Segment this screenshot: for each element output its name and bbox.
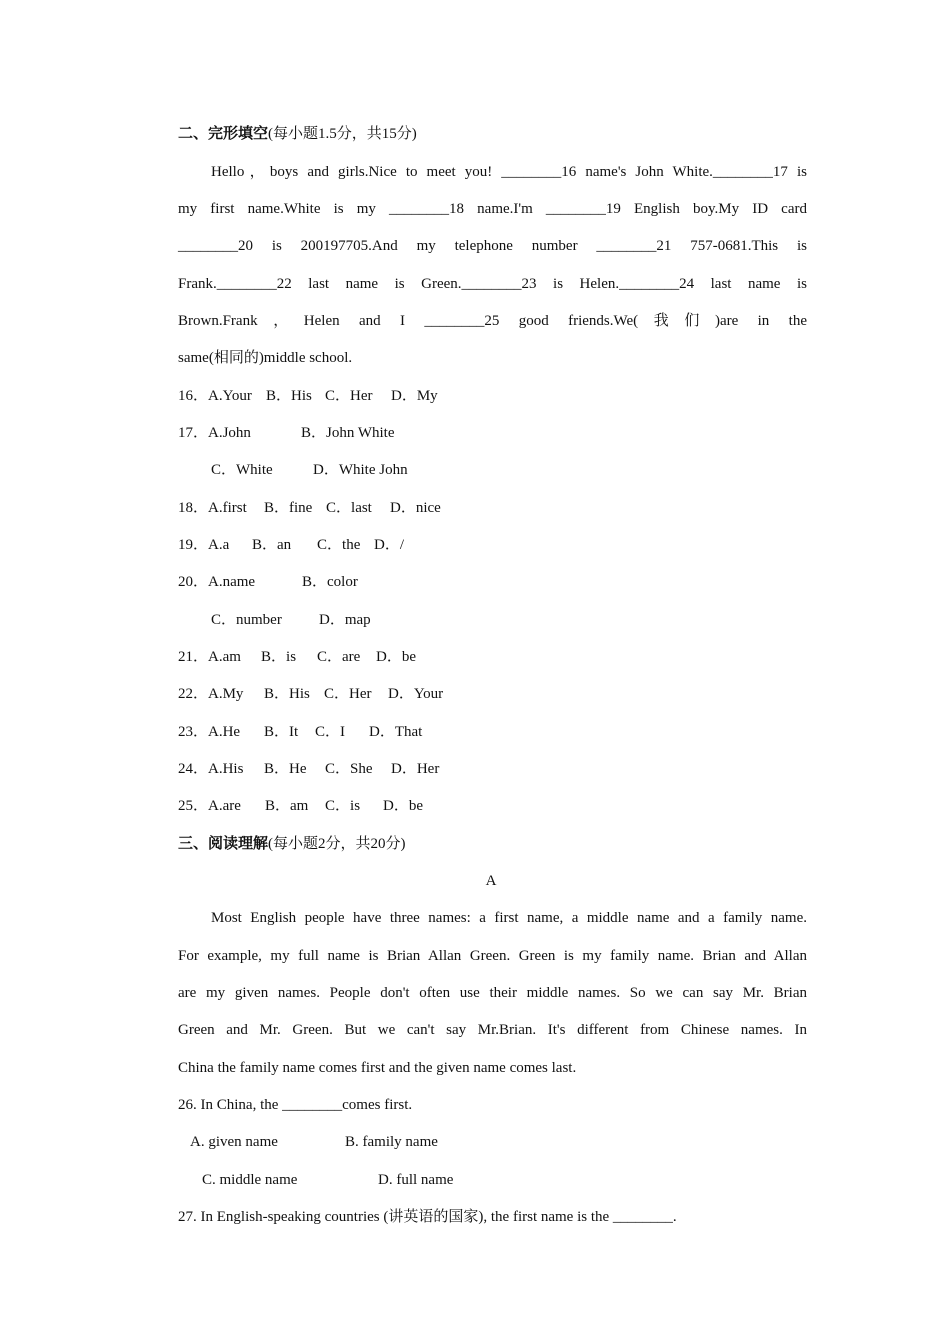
option-a: A.name (208, 574, 256, 590)
section-3-heading-title: 三、阅读理解 (178, 836, 269, 852)
option-a: A.His (208, 761, 244, 777)
question-20-options-cd (211, 608, 807, 632)
option-a: A.are (208, 798, 241, 814)
option-a: A.John (208, 425, 251, 441)
question-23 (178, 720, 807, 744)
question-number: 23． (178, 724, 209, 740)
option-b: B．am (265, 798, 309, 814)
section-2-heading-title: 二、完形填空 (178, 126, 269, 142)
reading-passage-line: For example, my full name is Brian Allan Green. Green is my family name. Brian and Allan (178, 948, 807, 964)
option-d: D．be (383, 798, 424, 814)
option-a: A.am (208, 649, 241, 665)
question-number: 21． (178, 649, 209, 665)
option-a: A.first (208, 500, 247, 516)
option-b: B．His (266, 388, 312, 404)
option-b: B．His (264, 686, 310, 702)
question-number: 22． (178, 686, 209, 702)
option-c: C．are (317, 649, 361, 665)
cloze-passage-line: same(相同的)middle school. (178, 350, 353, 366)
section-2-heading (178, 122, 807, 146)
reading-passage-line: Green and Mr. Green. But we can't say Mr.Brian. It's different from Chinese names. In (178, 1022, 807, 1038)
cloze-passage-line: Frank.________22 last name is Green.________23 is Helen.________24 last name is (178, 276, 807, 292)
option-d: D. full name (378, 1172, 454, 1188)
question-number: 19． (178, 537, 209, 553)
question-number: 16． (178, 388, 209, 404)
question-number: 18． (178, 500, 209, 516)
question-27-stem: 27. In English-speaking countries (讲英语的国家), the first name is the ________. (178, 1209, 677, 1225)
question-26-stem: 26. In China, the ________comes first. (178, 1097, 413, 1113)
question-16 (178, 384, 807, 408)
section-3-heading-points: (每小题2分，共20分) (268, 836, 406, 852)
question-24 (178, 757, 807, 781)
question-26-options-ab (190, 1130, 819, 1154)
option-d: D．nice (390, 500, 441, 516)
option-d: D．White John (313, 462, 408, 478)
cloze-passage-line: Brown.Frank，Helen and I ________25 good friends.We(我们)are in the (178, 313, 807, 329)
option-b: B．fine (264, 500, 313, 516)
cloze-passage-line: ________20 is 200197705.And my telephone number ________21 757-0681.This is (178, 238, 807, 254)
question-18 (178, 496, 807, 520)
option-b: B．John White (301, 425, 395, 441)
option-b: B. family name (345, 1134, 438, 1150)
question-20 (178, 570, 807, 594)
question-19 (178, 533, 807, 557)
option-a: A. given name (190, 1134, 278, 1150)
option-d: D．map (319, 612, 371, 628)
option-c: C. middle name (202, 1172, 298, 1188)
question-number: 24． (178, 761, 209, 777)
question-17-options-cd (211, 458, 807, 482)
option-d: D．Her (391, 761, 440, 777)
option-c: C．Her (324, 686, 372, 702)
question-number: 17． (178, 425, 209, 441)
reading-passage-line: are my given names. People don't often use their middle names. So we can say Mr. Brian (178, 985, 807, 1001)
option-a: A.Your (208, 388, 252, 404)
option-b: B．an (252, 537, 292, 553)
option-c: C．last (326, 500, 372, 516)
option-c: C．is (325, 798, 361, 814)
option-c: C．She (325, 761, 373, 777)
option-a: A.My (208, 686, 244, 702)
option-b: B．He (264, 761, 307, 777)
option-a: A.He (208, 724, 241, 740)
question-22 (178, 682, 807, 706)
option-b: B．is (261, 649, 297, 665)
option-b: B．color (302, 574, 358, 590)
section-3-heading (178, 832, 807, 856)
reading-passage-line: Most English people have three names: a first name, a middle name and a family name. (211, 910, 807, 926)
option-d: D．Your (388, 686, 444, 702)
option-d: D．be (376, 649, 417, 665)
option-d: D．That (369, 724, 423, 740)
option-c: C．I (315, 724, 346, 740)
option-b: B．It (264, 724, 299, 740)
passage-label: A (485, 873, 497, 889)
cloze-passage-line: Hello，boys and girls.Nice to meet you! ________16 name's John White.________17 is (211, 164, 807, 180)
question-number: 20． (178, 574, 209, 590)
question-21 (178, 645, 807, 669)
question-17 (178, 421, 807, 445)
option-c: C．the (317, 537, 361, 553)
section-2-heading-points: (每小题1.5分，共15分) (268, 126, 417, 142)
option-d: D．My (391, 388, 438, 404)
reading-passage-line: China the family name comes first and the given name comes last. (178, 1060, 577, 1076)
question-26-options-cd (202, 1168, 831, 1192)
cloze-passage-line: my first name.White is my ________18 name.I'm ________19 English boy.My ID card (178, 201, 807, 217)
option-c: C．number (211, 612, 282, 628)
question-number: 25． (178, 798, 209, 814)
option-a: A.a (208, 537, 230, 553)
option-c: C．White (211, 462, 273, 478)
option-c: C．Her (325, 388, 373, 404)
question-25 (178, 794, 807, 818)
option-d: D．/ (374, 537, 405, 553)
